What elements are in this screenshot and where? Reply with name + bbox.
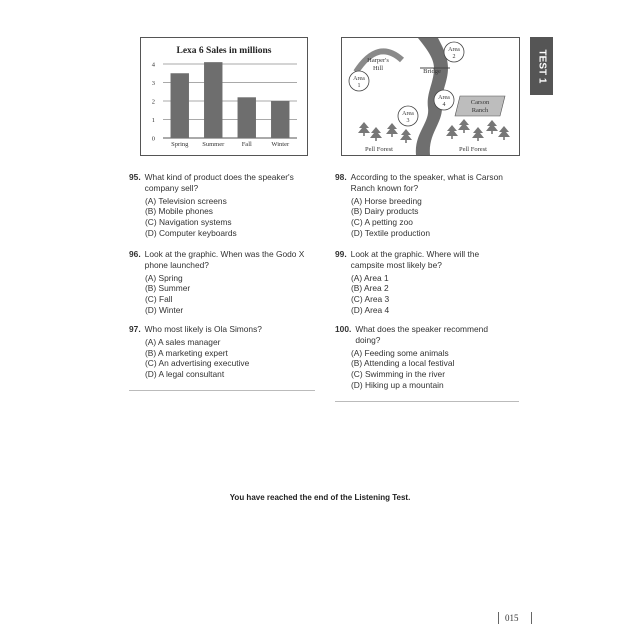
x-tick-label: Summer — [202, 141, 225, 148]
question-text: What does the speaker recommend doing? — [355, 324, 488, 345]
option-d: (D) Computer keyboards — [145, 227, 237, 238]
option-c: (C) Navigation systems — [145, 217, 232, 228]
question-100 — [335, 324, 513, 391]
tree-icon — [498, 126, 510, 140]
map-canvas — [342, 38, 519, 155]
test-section-label: TEST 1 — [536, 49, 547, 83]
option-d: (D) Area 4 — [351, 304, 390, 315]
option-a: (A) A sales manager — [145, 336, 221, 347]
option-d: (D) Textile production — [351, 227, 430, 238]
bar-winter — [271, 101, 289, 138]
question-97 — [129, 324, 314, 380]
y-tick-label: 0 — [151, 135, 155, 143]
option-a: (A) Spring — [145, 272, 183, 283]
option-a: (A) Feeding some animals — [351, 347, 449, 358]
area-1-marker — [349, 71, 369, 91]
tree-icon — [400, 129, 412, 143]
svg-text:Area: Area — [353, 76, 365, 82]
svg-text:3: 3 — [406, 118, 410, 124]
option-c: (C) Area 3 — [351, 294, 390, 305]
option-b: (B) A marketing expert — [145, 347, 228, 358]
x-tick-label: Winter — [271, 141, 290, 148]
hill-label: Harper's Hill — [367, 57, 389, 72]
option-a: (A) Horse breeding — [351, 195, 422, 206]
page-number: 015 — [505, 613, 519, 623]
question-number: 96. — [129, 249, 141, 259]
svg-text:2: 2 — [452, 54, 456, 60]
tree-icon — [370, 127, 382, 141]
option-c: (C) Fall — [145, 294, 173, 305]
option-c: (C) An advertising executive — [145, 358, 250, 369]
page-number-bar-right — [531, 612, 532, 624]
right-answer-rule — [335, 401, 519, 402]
question-96 — [129, 249, 314, 316]
tree-icon — [458, 119, 470, 133]
sales-bar-chart — [140, 37, 308, 156]
area-map — [341, 37, 520, 156]
bar-summer — [204, 62, 222, 138]
question-text: Look at the graphic. Where will the campsite most likely be? — [350, 249, 480, 270]
forest-left-label: Pell Forest — [365, 146, 393, 153]
question-number: 99. — [335, 249, 347, 259]
page-number-bar-left — [498, 612, 499, 624]
question-95 — [129, 172, 314, 239]
option-b: (B) Dairy products — [351, 206, 419, 217]
area-2-marker — [444, 42, 464, 62]
ranch-label: Carson Ranch — [470, 99, 490, 114]
option-a: (A) Television screens — [145, 195, 227, 206]
option-d: (D) A legal consultant — [145, 369, 225, 380]
area-3-marker — [398, 106, 418, 126]
tree-icon — [446, 125, 458, 139]
question-number: 100. — [335, 324, 352, 334]
option-b: (B) Area 2 — [351, 283, 389, 294]
x-tick-label: Spring — [171, 141, 189, 148]
option-c: (C) Swimming in the river — [351, 369, 446, 380]
y-tick-label: 3 — [151, 80, 155, 87]
y-tick-label: 4 — [151, 61, 155, 69]
option-d: (D) Winter — [145, 304, 184, 315]
tree-icon — [472, 127, 484, 141]
svg-text:4: 4 — [442, 102, 446, 108]
area-4-marker — [434, 90, 454, 110]
option-a: (A) Area 1 — [351, 272, 389, 283]
chart-title: Lexa 6 Sales in millions — [176, 46, 272, 56]
option-b: (B) Mobile phones — [145, 206, 213, 217]
option-b: (B) Summer — [145, 283, 191, 294]
svg-text:Area: Area — [448, 47, 460, 53]
svg-text:1: 1 — [357, 83, 361, 89]
question-text: What kind of product does the speaker's company sell? — [144, 172, 294, 193]
forest-right-label: Pell Forest — [459, 146, 487, 153]
bar-fall — [238, 97, 256, 138]
question-text: According to the speaker, what is Carson Ranch known for? — [350, 172, 503, 193]
tree-icon — [358, 122, 370, 136]
question-text: Look at the graphic. When was the Godo X phone launched? — [144, 249, 305, 270]
tree-icon — [386, 123, 398, 137]
question-text: Who most likely is Ola Simons? — [144, 324, 262, 334]
option-d: (D) Hiking up a mountain — [351, 379, 444, 390]
option-c: (C) A petting zoo — [351, 217, 413, 228]
x-tick-label: Fall — [241, 141, 252, 148]
svg-text:Area: Area — [438, 95, 450, 101]
tree-icon — [486, 120, 498, 134]
bridge-label: Bridge — [423, 68, 441, 75]
test-section-tab — [530, 37, 553, 95]
y-tick-label: 2 — [151, 98, 155, 106]
bar-spring — [171, 73, 189, 138]
question-number: 98. — [335, 172, 347, 182]
question-99 — [335, 249, 513, 316]
svg-text:Area: Area — [402, 111, 414, 117]
question-number: 97. — [129, 324, 141, 334]
question-number: 95. — [129, 172, 141, 182]
left-answer-rule — [129, 390, 315, 391]
end-of-test-message: You have reached the end of the Listening Test. — [229, 493, 411, 502]
option-b: (B) Attending a local festival — [351, 358, 455, 369]
y-tick-label: 1 — [151, 117, 155, 124]
question-98 — [335, 172, 513, 239]
chart-canvas — [141, 38, 307, 155]
